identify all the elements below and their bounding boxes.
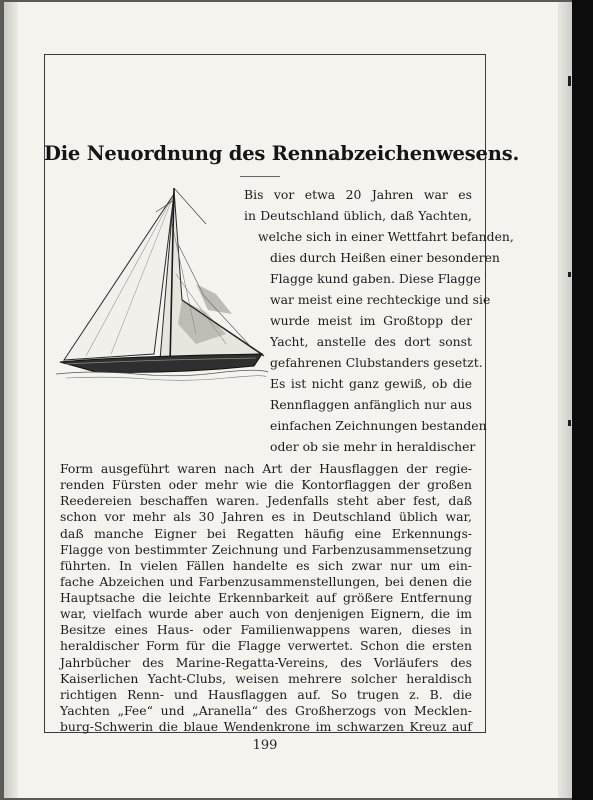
text-line: einfachen Zeichnungen bestanden	[270, 418, 487, 433]
page-edge-shadow	[558, 2, 572, 798]
text-line: Es ist nicht ganz gewiß, ob die	[270, 376, 472, 391]
text-line: Kaiserlichen Yacht-Clubs, weisen mehrere solcher heraldisch	[60, 671, 472, 686]
scan-border	[572, 0, 593, 800]
text-line: Besitze eines Haus- oder Familienwappens waren, dieses in	[60, 622, 472, 637]
scan-mark	[568, 76, 571, 86]
page-title: Die Neuordnung des Rennabzeichenwesens.	[44, 142, 520, 165]
sailing-yacht-illustration-icon	[56, 184, 268, 384]
text-line: richtigen Renn- und Hausflaggen auf. So trugen z. B. die	[60, 687, 472, 702]
text-line: dies durch Heißen einer besonderen	[270, 250, 500, 265]
scan-mark	[568, 420, 571, 426]
text-line: Hauptsache die leichte Erkennbarkeit auf größere Entfernung	[60, 590, 472, 605]
text-line: Yachten „Fee“ und „Aranella“ des Großherzogs von Mecklen-	[60, 703, 472, 718]
text-line: daß manche Eigner bei Regatten häufig eine Erkennungs-	[60, 526, 472, 541]
page-gutter-shadow	[4, 2, 18, 798]
text-line: Bis vor etwa 20 Jahren war es	[244, 187, 472, 202]
text-line: fache Abzeichen und Farbenzusammenstellungen, bei denen die	[60, 574, 472, 589]
text-line: war meist eine rechteckige und sie	[270, 292, 491, 307]
text-line: oder ob sie mehr in heraldischer	[270, 439, 476, 454]
text-line: renden Fürsten oder mehr wie die Kontorflaggen der großen	[60, 477, 472, 492]
text-line: war, vielfach wurde aber auch von denjenigen Eignern, die im	[60, 606, 472, 621]
text-line: schon vor mehr als 30 Jahren es in Deutschland üblich war,	[60, 509, 472, 524]
text-line: Jahrbücher des Marine-Regatta-Vereins, des Vorläufers des	[60, 655, 472, 670]
text-line: gefahrenen Clubstanders gesetzt.	[270, 355, 483, 370]
text-line: Flagge kund gaben. Diese Flagge	[270, 271, 481, 286]
text-line: wurde meist im Großtopp der	[270, 313, 472, 328]
title-rule	[240, 176, 280, 177]
text-line: Flagge von bestimmter Zeichnung und Farbenzusammensetzung	[60, 542, 472, 557]
text-line: Yacht, anstelle des dort sonst	[270, 334, 472, 349]
text-line: Rennflaggen anfänglich nur aus	[270, 397, 472, 412]
text-line: in Deutschland üblich, daß Yachten,	[244, 208, 472, 223]
text-line: Form ausgeführt waren nach Art der Hausflaggen der regie-	[60, 461, 472, 476]
text-line: burg-Schwerin die blaue Wendenkrone im schwarzen Kreuz auf	[60, 719, 472, 734]
scan-mark	[568, 272, 571, 277]
page-number: 199	[252, 738, 278, 753]
text-line: führten. In vielen Fällen handelte es sich zwar nur um ein-	[60, 558, 472, 573]
text-line: heraldischer Form für die Flagge verwertet. Schon die ersten	[60, 638, 472, 653]
text-line: welche sich in einer Wettfahrt befanden,	[258, 229, 514, 244]
text-line: Reedereien beschaffen waren. Jedenfalls steht aber fest, daß	[60, 493, 472, 508]
